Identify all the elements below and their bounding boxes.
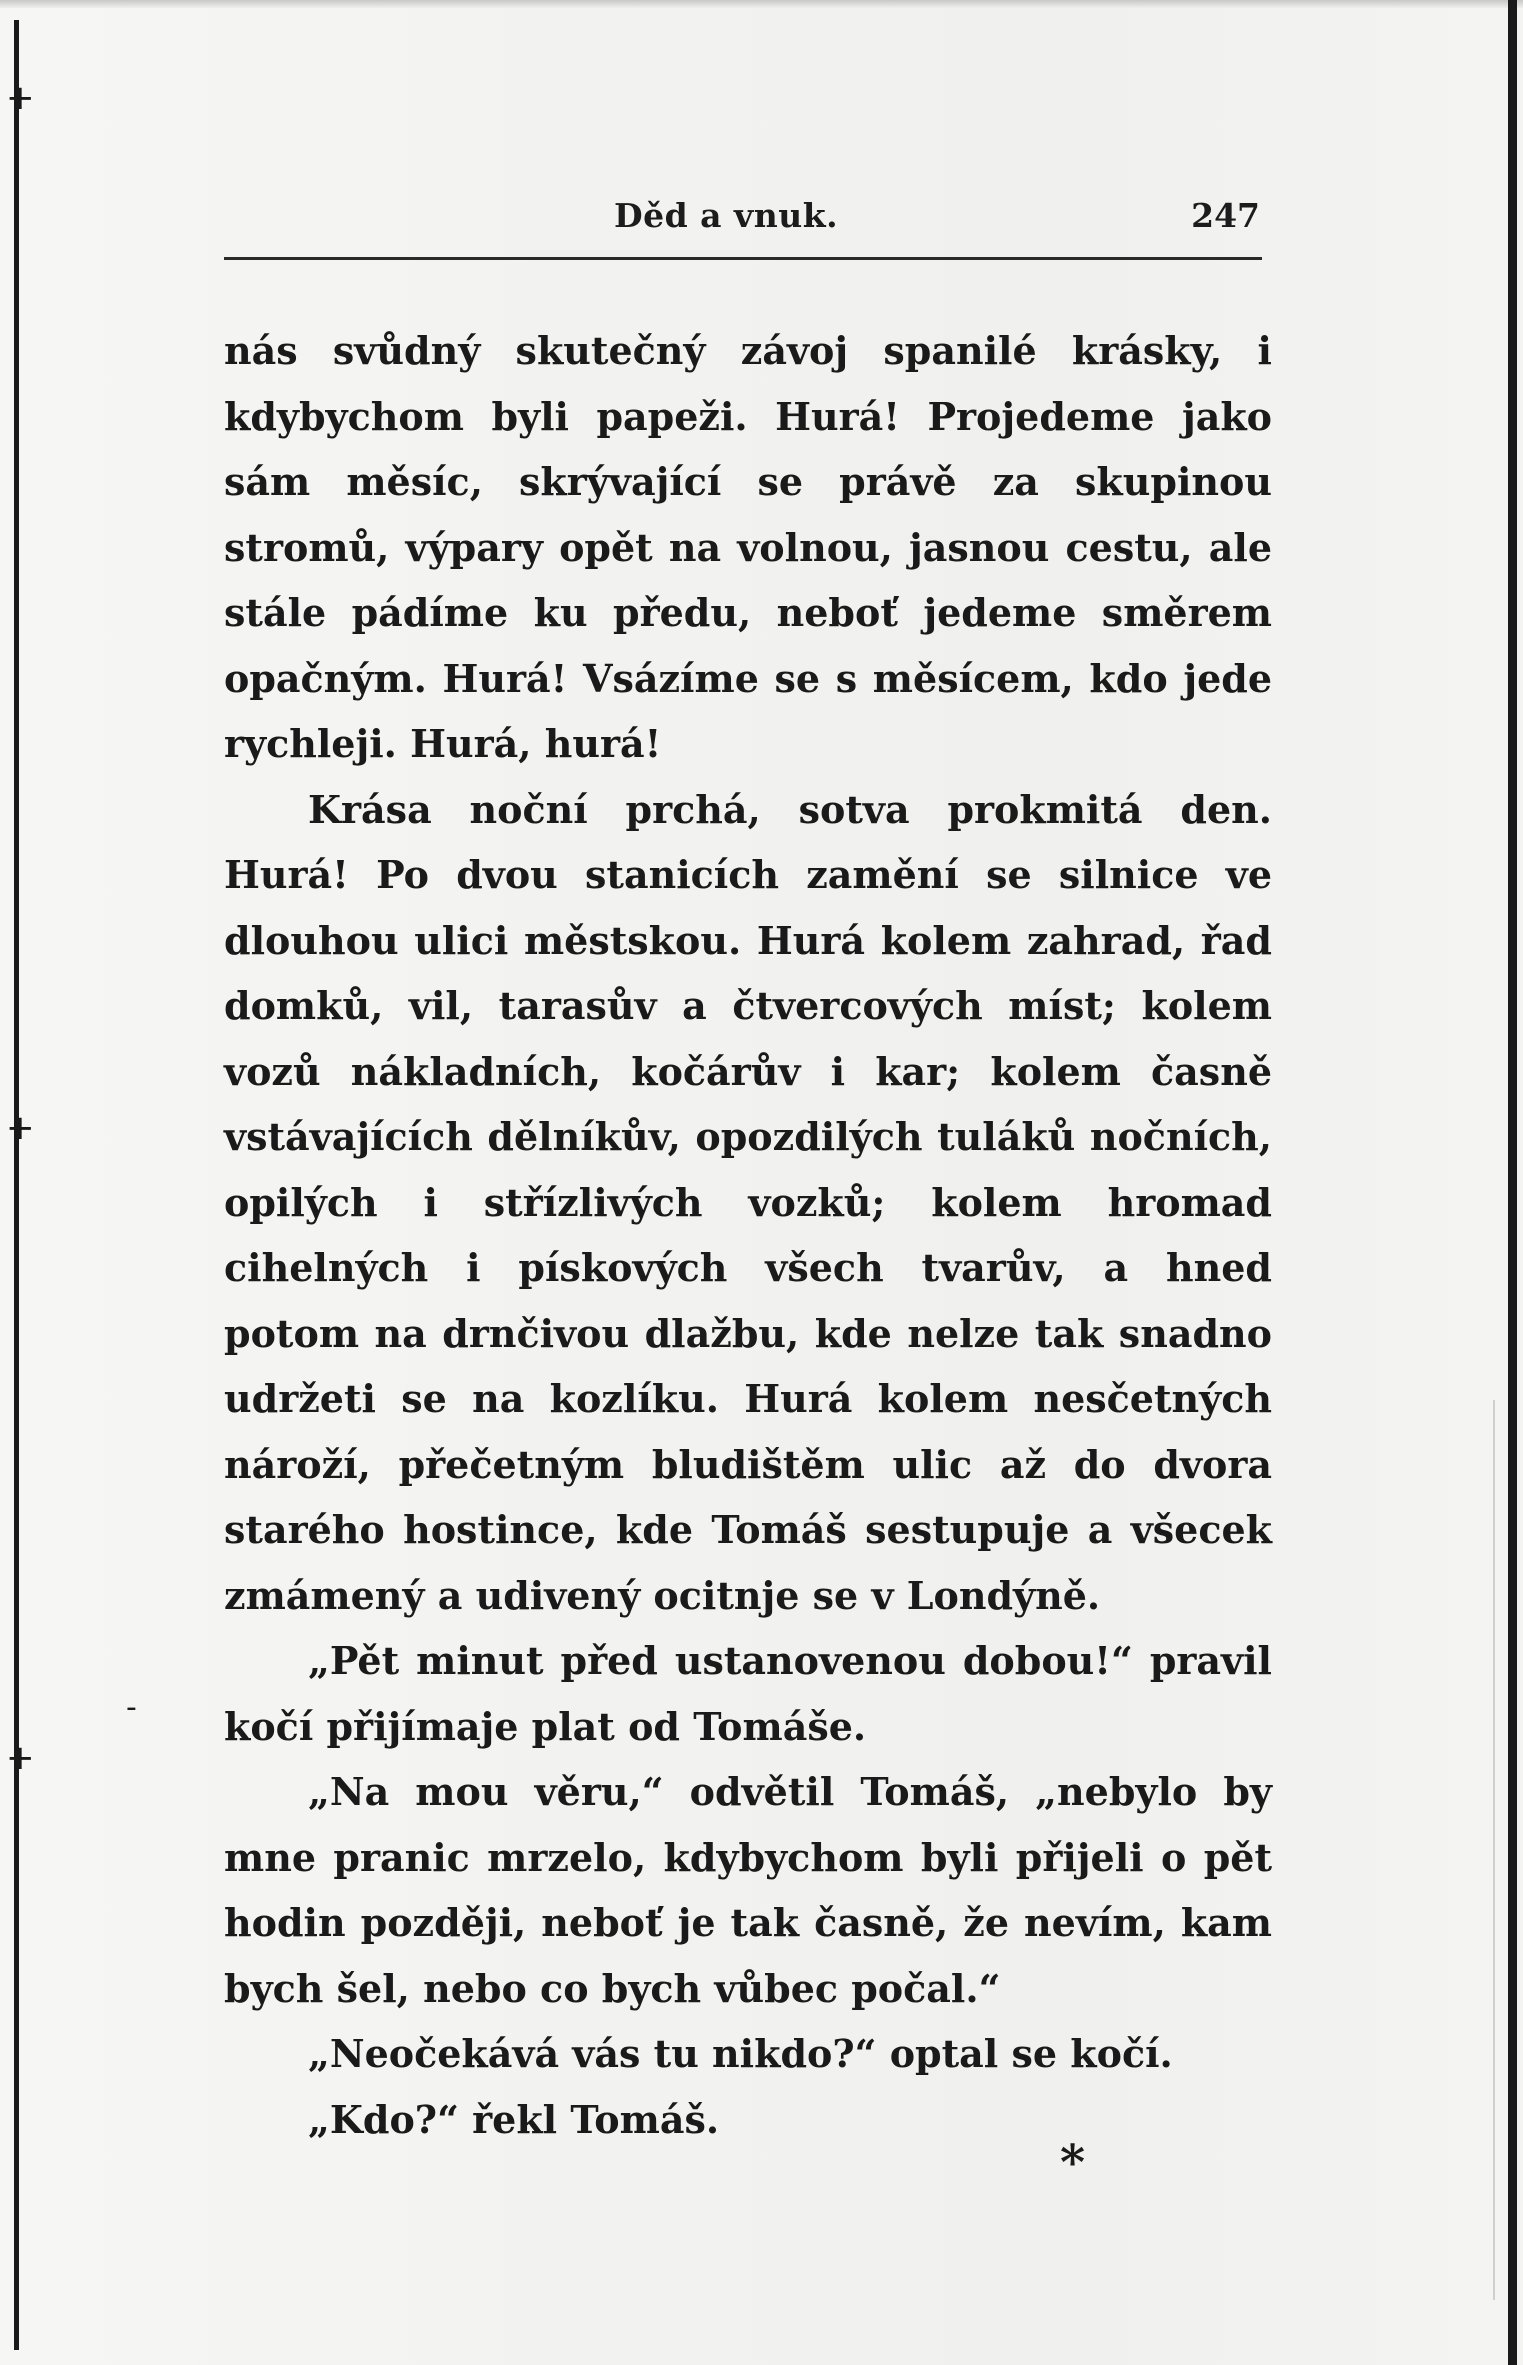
page-right-fold — [1493, 1400, 1495, 2300]
paragraph: „Na mou věru,“ odvětil Tomáš, „nebylo by mne pranic mrzelo, kdybychom byli přijeli o pět hodin později, neboť je tak časně, že nevím, kam bych šel, nebo co bych vůbec počal.“ — [224, 1769, 1272, 2011]
running-header — [224, 196, 1268, 246]
page-right-edge — [1508, 0, 1517, 2365]
paragraph: nás svůdný skutečný závoj spanilé krásky, i kdybychom byli papeži. Hurá! Projedeme jako sám měsíc, skrývající se právě za skupinou stromů, výpary opět na volnou, jasnou cestu, ale stále pádíme ku předu, neboť jedeme směrem opačným. Hurá! Vsázíme se s měsícem, kdo jede rychleji. Hurá, hurá! — [224, 328, 1272, 766]
margin-mark: + — [6, 1108, 35, 1148]
body-text — [224, 318, 1272, 2152]
paragraph: Krása noční prchá, sotva prokmitá den. Hurá! Po dvou stanicích zamění se silnice ve dlouhou ulici městskou. Hurá kolem zahrad, řad domků, vil, tarasův a čtvercových míst; kolem vozů nákladních, kočárův i kar; kolem časně vstávajících dělníkův, opozdilých tuláků nočních, opilých i střízlivých vozků; kolem hromad cihelných i pískových všech tvarův, a hned potom na drnčivou dlažbu, kde nelze tak snadno udržeti se na kozlíku. Hurá kolem nesčetných nároží, přečetným bludištěm ulic až do dvora starého hostince, kde Tomáš sestupuje a všecek zmámený a udivený ocitnje se v Londýně. — [224, 786, 1272, 1618]
margin-mark: + — [6, 1738, 35, 1778]
section-ornament: * — [1060, 2135, 1086, 2191]
margin-mark: - — [126, 1690, 137, 1725]
page-top-edge — [0, 0, 1523, 8]
running-title: Děd a vnuk. — [614, 196, 839, 235]
header-rule — [224, 257, 1262, 260]
page-number: 247 — [1191, 196, 1260, 235]
paragraph: „Kdo?“ řekl Tomáš. — [308, 2096, 720, 2142]
margin-mark: + — [6, 78, 35, 118]
paragraph: „Pět minut před ustanovenou dobou!“ pravil kočí přijímaje plat od Tomáše. — [224, 1638, 1272, 1749]
binding-edge — [14, 20, 19, 2350]
paragraph: „Neočekává vás tu nikdo?“ optal se kočí. — [308, 2031, 1173, 2076]
